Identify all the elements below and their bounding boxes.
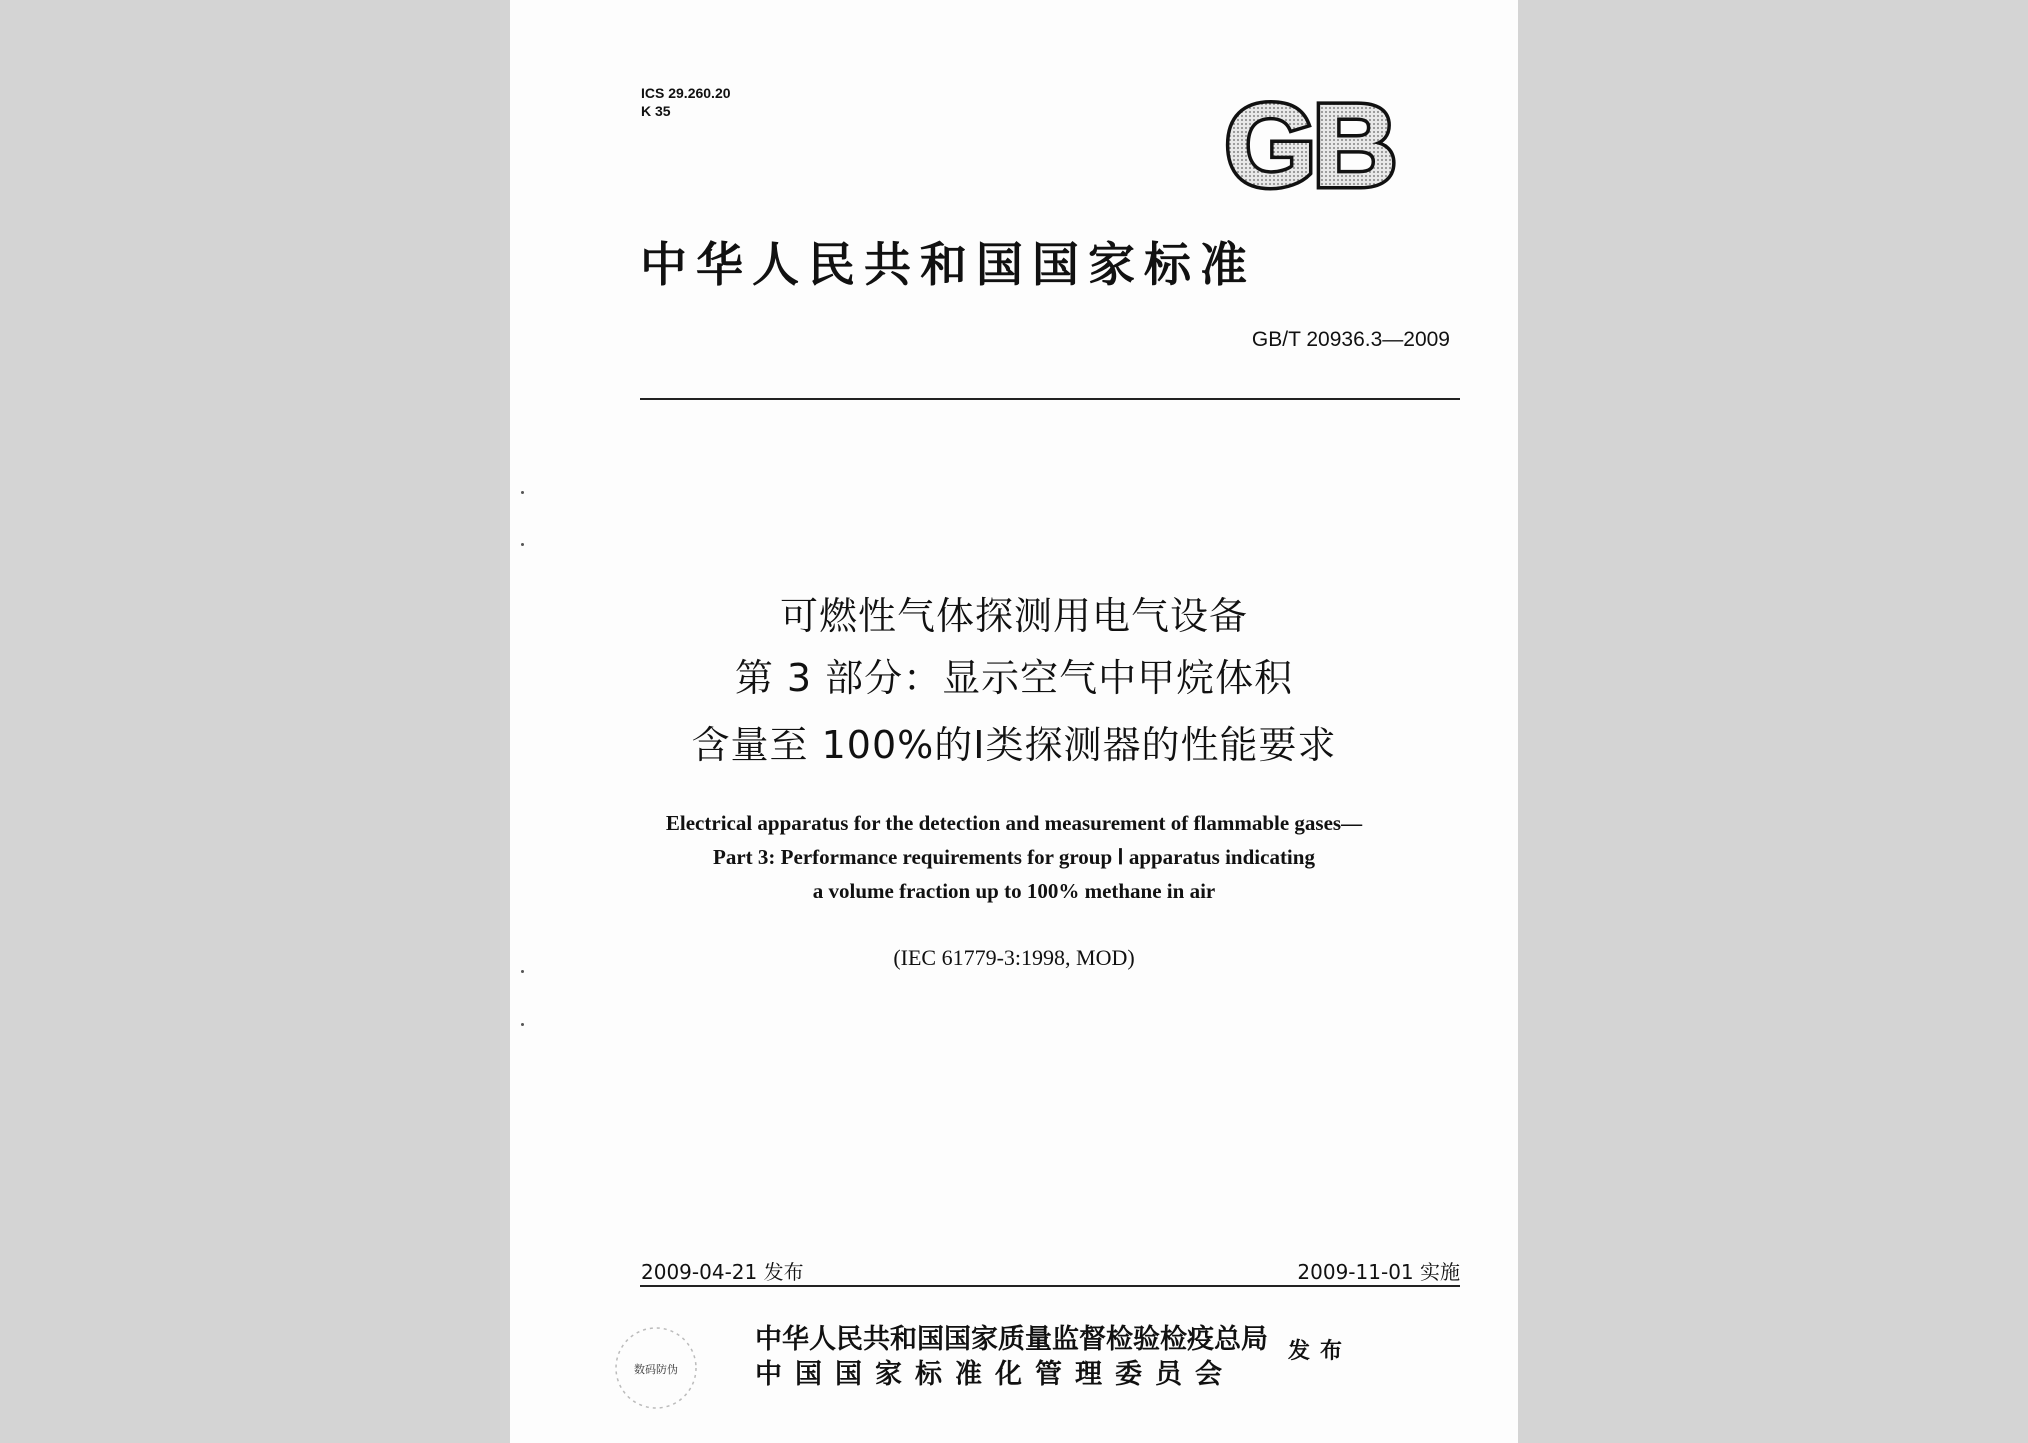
- anti-counterfeit-seal: [610, 1322, 702, 1414]
- top-divider: [640, 398, 1460, 400]
- iec-equivalence: (IEC 61779-3:1998, MOD): [893, 945, 1135, 970]
- standard-number: GB/T 20936.3—2009: [1251, 328, 1450, 351]
- classification-codes: [641, 84, 731, 120]
- margin-dot: [521, 491, 524, 494]
- issuer-sac: 中国国家标准化管理委员会: [755, 1359, 1235, 1390]
- seal-text: 数码防伪: [634, 1363, 678, 1376]
- margin-dot: [521, 1023, 524, 1026]
- issue-date: 2009-04-21 发布: [641, 1260, 804, 1284]
- bottom-divider: [640, 1285, 1460, 1287]
- english-title-line-1: Electrical apparatus for the detection and measurement of flammable gases—: [665, 811, 1363, 835]
- chinese-title-line-3: 含量至 100%的Ⅰ类探测器的性能要求: [691, 723, 1337, 767]
- document-page: [510, 0, 1518, 1443]
- issuer-aqsiq: 中华人民共和国国家质量监督检验检疫总局: [755, 1324, 1268, 1355]
- margin-dot: [521, 543, 524, 546]
- publish-label: 发布: [1288, 1339, 1353, 1364]
- standard-title: 中华人民共和国国家标准: [640, 238, 1256, 293]
- english-title-line-3: a volume fraction up to 100% methane in air: [812, 879, 1216, 903]
- chinese-title-line-1: 可燃性气体探测用电气设备: [779, 594, 1248, 638]
- ics-code: ICS 29.260.20: [641, 85, 731, 101]
- english-title-line-2: Part 3: Performance requirements for group Ⅰ apparatus indicating: [713, 845, 1315, 869]
- gb-logo-text: GB: [1224, 98, 1394, 198]
- chinese-title-line-2: 第 3 部分：显示空气中甲烷体积: [734, 656, 1294, 700]
- ccs-code: K 35: [641, 103, 671, 119]
- gb-logo: [1208, 98, 1410, 198]
- implementation-date: 2009-11-01 实施: [1297, 1260, 1460, 1284]
